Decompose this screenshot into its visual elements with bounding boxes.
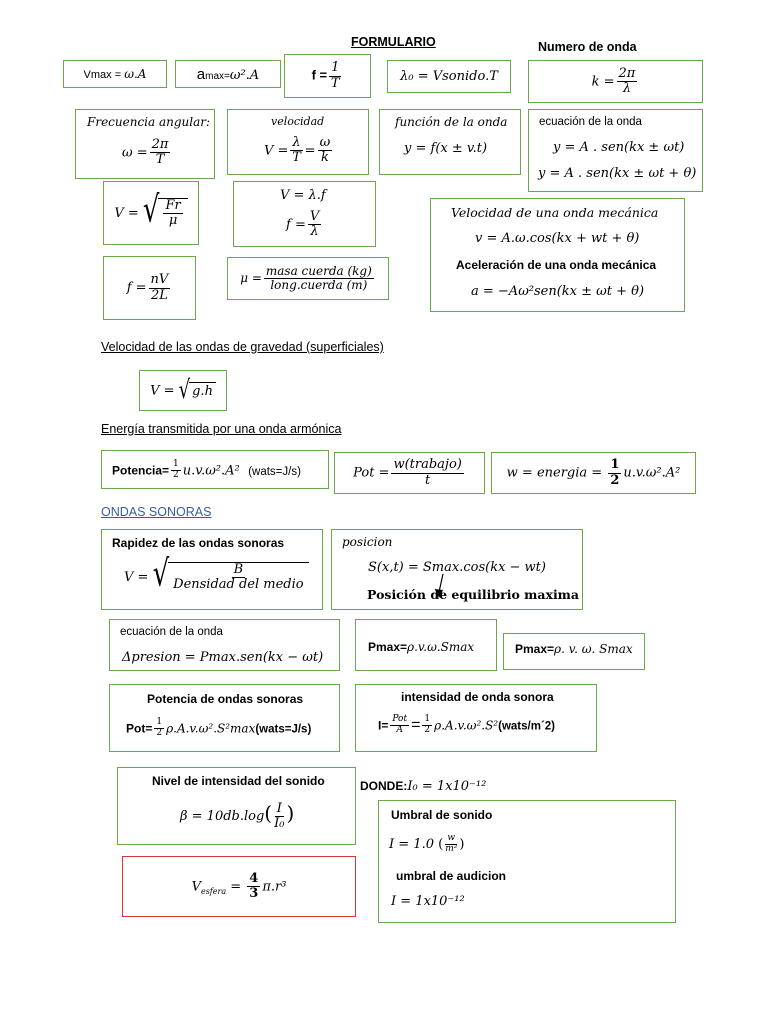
mu-box [227,257,389,300]
w-energia-box: w = energia = $\frac{1}{2}$ u.v.ω².A² [491,452,696,494]
velocidad-den2: k [320,150,329,166]
v-fr-den: μ [168,213,178,228]
w-energia-lhs: w = energia = [506,465,603,481]
ecuacion-onda-box [528,109,703,192]
umbral-label1: Umbral de sonido [391,808,493,822]
mu-lhs: μ = [240,271,262,285]
pmax1-box [355,619,497,671]
velocidad-num1: λ [292,135,301,150]
v-fr-lhs: V = [114,205,139,221]
umbral-box: Umbral de sonido I = 1.0 ( $\frac{w}{\text{m²}}$ ) umbral de audicion I = 1x10⁻¹² [378,800,676,923]
funcion-onda-label: función de la onda [395,115,508,129]
esfera-sub: esfera [200,886,227,896]
v-lf-box [233,181,376,247]
intensidad-units: (wats/m´2) [498,720,555,733]
pot-num: w(trabajo) [393,457,462,473]
umbral-unit-num: w [447,833,456,843]
onda-mecanica-label1: Velocidad de una onda mecánica [451,205,659,220]
posicion-box [331,529,583,610]
pot-box [334,452,485,494]
umbral-label2: umbral de audicion [396,869,507,883]
umbral-eq1: I = 1.0 [389,836,434,852]
intensidad-pot: Pot [392,714,408,724]
freq-den: T [330,75,340,91]
esfera-box [122,856,356,917]
esfera-den: 3 [249,886,259,901]
rapidez-lhs: V = [124,569,149,585]
numero-onda-label: Numero de onda [538,40,637,54]
f-nv-den: 2L [150,287,168,303]
posicion-note: Posición de equilibrio maxima [367,587,580,602]
vmax-label: Vmax = [83,69,125,81]
lambda0-formula: λ₀ = Vsonido.T [400,69,498,84]
intensidad-label: intensidad de onda sonora [401,690,554,704]
esfera-eq: = [230,879,242,894]
f-nv-box [103,256,196,320]
pot-den: t [425,472,431,488]
onda-mecanica-box [430,198,685,312]
funcion-onda-box [379,109,521,175]
onda-mecanica-label2: Aceleración de una onda mecánica [456,258,657,272]
k-box [528,60,703,103]
gravedad-rad: g.h [189,382,216,400]
esfera-formula: π.r³ [262,879,287,894]
pmax2-formula: ρ. v. ω. Smax [554,642,633,656]
frecuencia-angular-lhs: ω = [122,145,148,161]
velocidad-lhs: V = [264,143,289,159]
gravedad-box: V = √ g.h [139,370,227,411]
w-energia-formula: u.v.ω².A² [623,465,681,481]
vmax-formula: ω.A [124,67,147,81]
frecuencia-angular-num: 2π [151,137,169,152]
pmax2-label: Pmax= [515,642,555,656]
v-fr-num: Fr [165,197,181,213]
ecuacion-onda-eq2: y = A . sen(kx ± ωt + θ) [538,166,697,181]
rapidez-box: Rapidez de las ondas sonoras V = √ B Densidad del medio [101,529,323,610]
esfera-num: 4 [249,870,259,886]
donde-eq: I₀ = 1x10⁻¹² [407,779,487,794]
nivel-lhs: β = 10db.log [180,809,265,824]
k-num: 2π [618,65,636,81]
onda-mecanica-eq1: v = A.ω.cos(kx + wt + θ) [475,231,640,246]
amax-max: max= [205,70,230,82]
potencia-sonora-lhs: Pot= [126,721,153,736]
potencia-sonora-formula: ρ.A.v.ω².S²max [166,721,256,736]
amax-box [175,60,281,88]
posicion-eq: S(x,t) = Smax.cos(kx − wt) [368,560,546,575]
freq-lhs: f = [311,67,328,83]
presion-label: ecuación de la onda [120,626,223,638]
pot-lhs: Pot = [353,465,390,481]
presion-box [109,619,340,671]
f-nv-lhs: f = [126,280,147,296]
nivel-den: I₀ [274,816,285,831]
umbral-eq2: I = 1x10⁻¹² [391,894,465,909]
nivel-box: Nivel de intensidad del sonido β = 10db.log( $\frac{I}{\text{I₀}}$ ) [117,767,356,845]
k-lhs: k = [591,74,615,89]
donde-note [360,777,486,795]
pmax2-box [503,633,645,670]
energia-heading: Energía transmitida por una onda armónica [101,422,342,436]
potencia-units: (wats=J/s) [248,465,301,478]
v-lf-eq1: V = λ.f [280,188,326,203]
potencia-sonora-units: (wats=J/s) [255,723,312,736]
frecuencia-angular-label: Frecuencia angular: [87,115,211,129]
ecuacion-onda-eq1: y = A . sen(kx ± ωt) [553,140,685,155]
nivel-label: Nivel de intensidad del sonido [152,774,325,788]
intensidad-formula: ρ.A.v.ω².S² [434,718,499,733]
velocidad-label: velocidad [271,115,325,128]
intensidad-a: A [396,724,403,735]
rapidez-den: Densidad del medio [173,577,304,593]
amax-formula: ω².A [229,67,260,83]
freq-box [284,54,371,98]
frecuencia-angular-den: T [155,152,165,168]
potencia-sonora-box: Potencia de ondas sonoras Pot= $\frac{1}{2}$ ρ.A.v.ω².S²max(wats=J/s) [109,684,340,752]
pmax1-formula: ρ.v.ω.Smax [407,640,475,654]
k-den: λ [622,81,632,96]
lambda0-box [387,60,511,93]
intensidad-lhs: I= [378,718,389,733]
rapidez-label: Rapidez de las ondas sonoras [112,536,285,550]
potencia-box: Potencia= $\frac{1}{2}$ u.v.ω².A² (wats=J/s) [101,450,329,489]
freq-num: 1 [331,60,340,76]
potencia-sonora-label: Potencia de ondas sonoras [147,692,304,706]
v-lf-den: λ [310,224,319,240]
ondas-sonoras-heading: ONDAS SONORAS [101,505,212,519]
donde-label: DONDE: [360,779,408,793]
amax-a: a [196,65,206,83]
v-fr-box: V = √ $\frac{Fr}{\mu}$ [103,181,199,245]
f-nv-num: nV [150,272,169,288]
funcion-onda-formula: y = f(x ± v.t) [404,141,488,156]
velocidad-box: velocidad V = $\frac{\lambda}{T}$ = $\frac{\omega}{k}$ [227,109,369,175]
page-title: FORMULARIO [351,35,436,49]
potencia-label: Potencia= [112,463,170,478]
gravedad-lhs: V = [150,383,175,398]
pmax1-label: Pmax= [368,640,408,654]
gravedad-heading: Velocidad de las ondas de gravedad (superficiales) [101,340,384,354]
vmax-box [63,60,167,88]
mu-num: masa cuerda (kg) [265,263,372,278]
ecuacion-onda-label: ecuación de la onda [539,116,642,128]
v-lf-num: V [309,209,320,224]
velocidad-den1: T [292,150,301,166]
rapidez-num: B [233,562,244,577]
umbral-unit-den: m² [445,843,458,854]
mu-den: long.cuerda (m) [270,278,368,292]
presion-eq: Δpresion = Pmax.sen(kx − ωt) [122,650,324,665]
esfera-lhs: V [191,879,201,894]
potencia-formula: u.v.ω².A² [182,463,240,479]
velocidad-num2: ω [319,135,331,150]
intensidad-box: intensidad de onda sonora I= Pot A = $\frac{1}{2}$ ρ.A.v.ω².S²(wats/m´2) [355,684,597,752]
frecuencia-angular-box [75,109,215,179]
posicion-label: posicion [342,535,393,549]
v-lf-lhs2: f = [286,217,306,233]
onda-mecanica-eq2: a = −Aω²sen(kx ± ωt + θ) [471,284,645,299]
nivel-num: I [276,800,282,816]
